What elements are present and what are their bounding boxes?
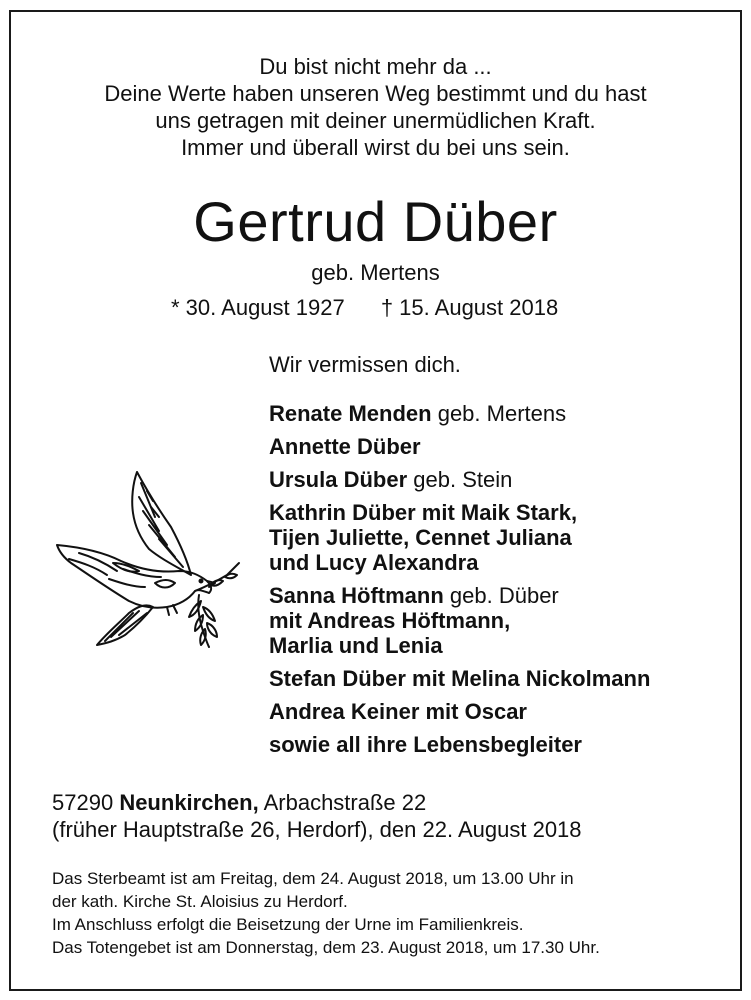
family-entry [269, 467, 650, 492]
family-entry [269, 550, 650, 575]
death-date: † 15. August 2018 [380, 295, 559, 320]
city: Neunkirchen, [119, 790, 259, 815]
family-name: Andrea Keiner mit Oscar [269, 699, 527, 724]
family-entry [269, 500, 650, 525]
family-name: Marlia und Lenia [269, 633, 443, 658]
family-entry [269, 608, 650, 633]
family-name: Sanna Höftmann [269, 583, 444, 608]
family-note: geb. Stein [407, 467, 513, 492]
dove-icon [49, 467, 249, 652]
family-name: Tijen Juliette, Cennet Juliana [269, 525, 572, 550]
family-note: geb. Düber [443, 583, 559, 608]
obituary-card [9, 10, 742, 991]
family-note: geb. Mertens [431, 401, 567, 426]
postcode: 57290 [52, 790, 114, 815]
poem-line: Immer und überall wirst du bei uns sein. [181, 135, 570, 160]
family-name: und Lucy Alexandra [269, 550, 479, 575]
family-name: mit Andreas Höftmann, [269, 608, 511, 633]
deceased-name: Gertrud Düber [193, 190, 558, 253]
family-name: Renate Menden [269, 401, 432, 426]
family-entry [269, 434, 650, 459]
life-dates [171, 295, 558, 321]
family-name: Annette Düber [269, 434, 421, 459]
address-block [52, 789, 582, 843]
poem [11, 53, 740, 161]
family-name: Stefan Düber mit Melina Nickolmann [269, 666, 651, 691]
family-entry [269, 699, 650, 724]
family-list [269, 401, 650, 765]
family-entry [269, 401, 650, 426]
family-entry [269, 525, 650, 550]
address-line-2: (früher Hauptstraße 26, Herdorf), den 22. August 2018 [52, 817, 582, 842]
poem-line: Deine Werte haben unseren Weg bestimmt und du hast [104, 81, 647, 106]
poem-line: Du bist nicht mehr da ... [259, 54, 492, 79]
family-name: sowie all ihre Lebensbegleiter [269, 732, 582, 757]
maiden-name: geb. Mertens [311, 260, 440, 285]
address-line-1 [52, 789, 582, 816]
note-line: Im Anschluss erfolgt die Beisetzung der Urne im Familienkreis. [52, 915, 524, 934]
birth-date: * 30. August 1927 [171, 295, 345, 320]
miss-text: Wir vermissen dich. [269, 352, 461, 377]
family-entry [269, 666, 650, 691]
note-line: Das Sterbeamt ist am Freitag, dem 24. August 2018, um 13.00 Uhr in [52, 869, 574, 888]
note-line: Das Totengebet ist am Donnerstag, dem 23. August 2018, um 17.30 Uhr. [52, 938, 600, 957]
family-name: Ursula Düber [269, 467, 408, 492]
poem-line: uns getragen mit deiner unermüdlichen Kraft. [155, 108, 596, 133]
family-entry [269, 732, 650, 757]
family-entry [269, 583, 650, 608]
service-notes [52, 867, 600, 959]
note-line: der kath. Kirche St. Aloisius zu Herdorf. [52, 892, 348, 911]
family-entry [269, 633, 650, 658]
family-name: Kathrin Düber mit Maik Stark, [269, 500, 578, 525]
street: Arbachstraße 22 [263, 790, 427, 815]
